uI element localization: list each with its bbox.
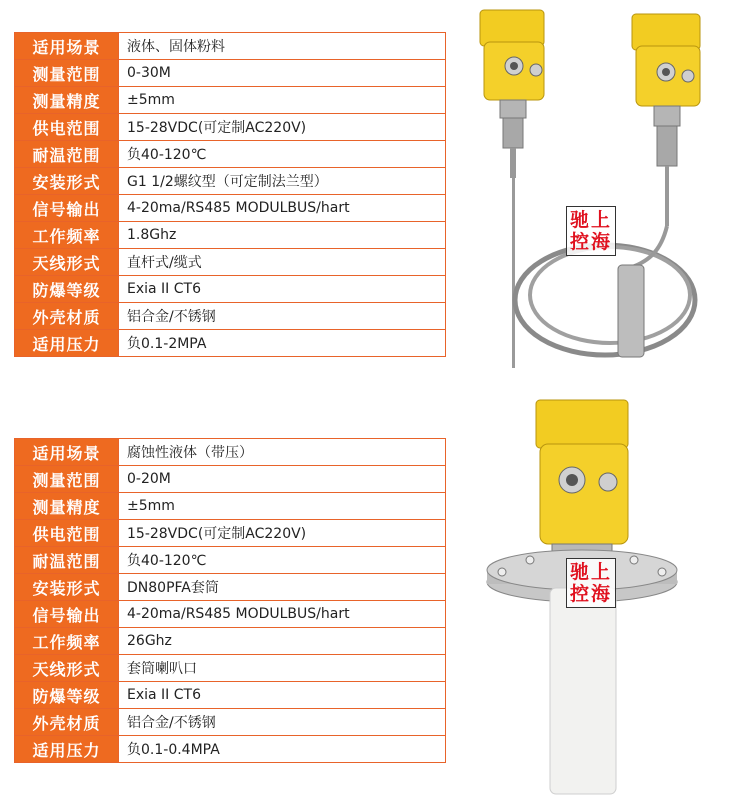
spec-value: 铝合金/不锈钢 <box>119 303 446 330</box>
spec-label: 适用场景 <box>15 33 119 60</box>
spec-row <box>15 682 446 709</box>
spec-row <box>15 60 446 87</box>
spec-row <box>15 222 446 249</box>
brand-watermark-top: 驰上 控海 <box>566 206 616 256</box>
spec-label: 防爆等级 <box>15 276 119 303</box>
spec-table-bottom <box>14 438 446 763</box>
spec-value: 液体、固体粉料 <box>119 33 446 60</box>
spec-label: 测量精度 <box>15 493 119 520</box>
spec-label: 耐温范围 <box>15 547 119 574</box>
spec-label: 安装形式 <box>15 168 119 195</box>
spec-label: 供电范围 <box>15 114 119 141</box>
spec-row <box>15 655 446 682</box>
spec-row <box>15 547 446 574</box>
spec-label: 测量精度 <box>15 87 119 114</box>
spec-value: Exia II CT6 <box>119 276 446 303</box>
spec-value: Exia II CT6 <box>119 682 446 709</box>
spec-row <box>15 249 446 276</box>
spec-row <box>15 493 446 520</box>
spec-row <box>15 141 446 168</box>
spec-row <box>15 87 446 114</box>
spec-label: 天线形式 <box>15 655 119 682</box>
brand-watermark-bottom: 驰上 控海 <box>566 558 616 608</box>
spec-row <box>15 114 446 141</box>
spec-row <box>15 520 446 547</box>
spec-label: 适用场景 <box>15 439 119 466</box>
spec-value: 负40-120℃ <box>119 547 446 574</box>
spec-label: 防爆等级 <box>15 682 119 709</box>
spec-row <box>15 466 446 493</box>
spec-row <box>15 168 446 195</box>
spec-row <box>15 736 446 763</box>
spec-row <box>15 439 446 466</box>
spec-row <box>15 330 446 357</box>
spec-value: ±5mm <box>119 493 446 520</box>
spec-value: 15-28VDC(可定制AC220V) <box>119 520 446 547</box>
spec-value: 负0.1-0.4MPA <box>119 736 446 763</box>
spec-label: 信号输出 <box>15 195 119 222</box>
spec-label: 适用压力 <box>15 736 119 763</box>
spec-value: G1 1/2螺纹型（可定制法兰型） <box>119 168 446 195</box>
spec-value: 4-20ma/RS485 MODULBUS/hart <box>119 601 446 628</box>
spec-row <box>15 709 446 736</box>
spec-row <box>15 33 446 60</box>
spec-row <box>15 601 446 628</box>
spec-label: 耐温范围 <box>15 141 119 168</box>
spec-value: 腐蚀性液体（带压） <box>119 439 446 466</box>
spec-value: 15-28VDC(可定制AC220V) <box>119 114 446 141</box>
spec-value: 铝合金/不锈钢 <box>119 709 446 736</box>
spec-label: 测量范围 <box>15 466 119 493</box>
spec-value: 负40-120℃ <box>119 141 446 168</box>
spec-label: 工作频率 <box>15 628 119 655</box>
spec-row <box>15 574 446 601</box>
spec-label: 天线形式 <box>15 249 119 276</box>
spec-row <box>15 303 446 330</box>
spec-value: 4-20ma/RS485 MODULBUS/hart <box>119 195 446 222</box>
spec-label: 外壳材质 <box>15 303 119 330</box>
product-photo-rod-cable-radar <box>470 0 740 380</box>
spec-value: 套筒喇叭口 <box>119 655 446 682</box>
spec-table-top <box>14 32 446 357</box>
spec-label: 外壳材质 <box>15 709 119 736</box>
spec-label: 信号输出 <box>15 601 119 628</box>
spec-value: 0-20M <box>119 466 446 493</box>
spec-row <box>15 628 446 655</box>
spec-label: 安装形式 <box>15 574 119 601</box>
spec-row <box>15 195 446 222</box>
spec-value: 直杆式/缆式 <box>119 249 446 276</box>
spec-value: ±5mm <box>119 87 446 114</box>
spec-value: 26Ghz <box>119 628 446 655</box>
spec-value: 0-30M <box>119 60 446 87</box>
spec-label: 工作频率 <box>15 222 119 249</box>
spec-label: 供电范围 <box>15 520 119 547</box>
spec-value: 负0.1-2MPA <box>119 330 446 357</box>
spec-value: DN80PFA套筒 <box>119 574 446 601</box>
spec-value: 1.8Ghz <box>119 222 446 249</box>
spec-row <box>15 276 446 303</box>
spec-label: 适用压力 <box>15 330 119 357</box>
spec-label: 测量范围 <box>15 60 119 87</box>
